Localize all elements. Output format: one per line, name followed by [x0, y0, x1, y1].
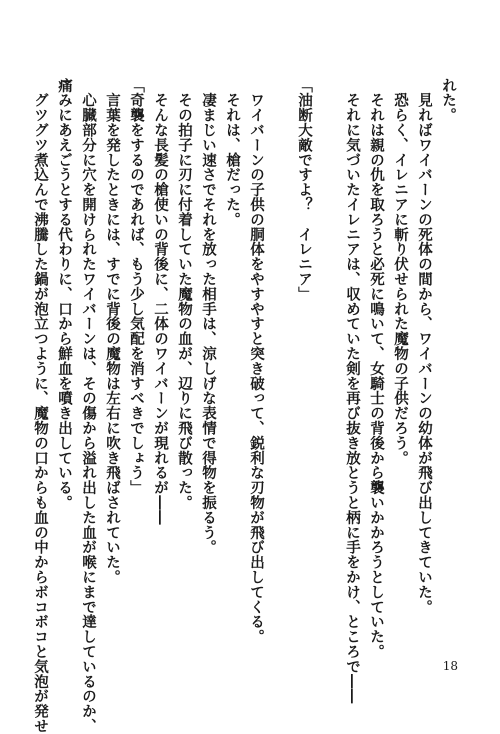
blank-line [268, 78, 292, 638]
text-line: 言葉を発したときには、すでに背後の魔物は左右に吹き飛ばされていた。 [104, 78, 121, 585]
text-line: 見ればワイバーンの死体の間から、ワイバーンの幼体が飛び出してきていた。 [416, 78, 433, 615]
text-line: それは親の仇を取ろうと必死に鳴いて、女騎士の背後から襲いかかろうとしていた。 [368, 78, 385, 660]
page-number: 18 [442, 659, 458, 673]
text-line: ワイバーンの子供の胴体をやすやすと突き破って、鋭利な刃物が飛び出してくる。 [248, 78, 265, 645]
text-line: 凄まじい速さでそれを放った相手は、涼しげな表情で得物を振るう。 [200, 78, 217, 555]
text-line: 恐らく、イレニアに斬り伏せられた魔物の子供だろう。 [392, 78, 409, 466]
text-line: それは、槍だった。 [224, 78, 241, 227]
text-line: れた。 [440, 78, 457, 123]
text-line: それに気づいたイレニアは、収めていた剣を再び抜き放とうと柄に手をかけ、ところで―― [344, 78, 361, 704]
dialogue-line: 「油断大敵ですよ？ イレニア」 [296, 78, 313, 302]
text-line: そんな長髪の槍使いの背後に、二体のワイバーンが現れるが―― [152, 78, 169, 525]
blank-line [316, 78, 340, 638]
dialogue-line: 「奇襲をするのであれば、もう少し気配を消すべきでしょう」 [128, 78, 145, 496]
text-line: 心臓部分に穴を開けられたワイバーンは、その傷から溢れ出した血が喉にまで達しているのか、 [80, 78, 97, 734]
text-line: 痛みにあえごうとする代わりに、口から鮮血を噴き出している。 [56, 78, 73, 511]
text-line: グツグツ煮込んで沸騰した鍋が泡立つように、魔物の口からも血の中からボコボコと気泡が発せ [32, 78, 49, 734]
text-line: その拍子に刃に付着していた魔物の血が、辺りに飛び散った。 [176, 78, 193, 511]
